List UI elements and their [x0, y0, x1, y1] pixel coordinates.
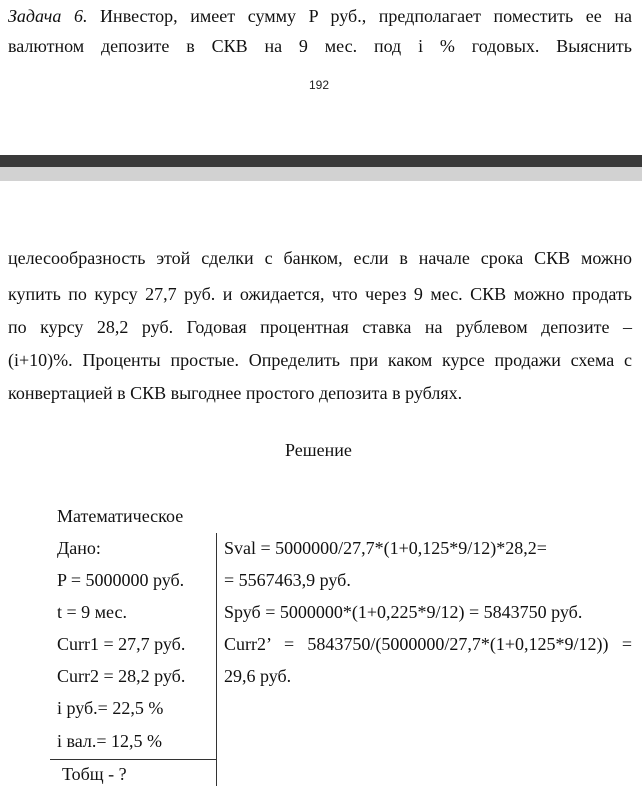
paragraph-line: целесообразность этой сделки с банком, если в начале срока СКВ можно [8, 248, 632, 268]
page-break-shadow [0, 167, 642, 181]
find-divider [50, 759, 216, 760]
find-item: Тобщ - ? [62, 764, 127, 784]
given-item: i вал.= 12,5 % [57, 731, 163, 751]
calc-line: Curr2’ = 5843750/(5000000/27,7*(1+0,125*9/12)) = [224, 634, 632, 654]
page-break-band [0, 155, 642, 167]
page-number: 192 [309, 78, 330, 92]
given-item: Curr1 = 27,7 руб. [57, 634, 186, 654]
given-item: t = 9 мес. [57, 602, 127, 622]
task-label: Задача 6. [8, 6, 88, 26]
column-divider [216, 533, 217, 786]
given-item: Curr2 = 28,2 руб. [57, 666, 186, 686]
paragraph-line: (i+10)%. Проценты простые. Определить при каком курсе продажи схема с [8, 350, 632, 370]
text-line-2: валютном депозите в СКВ на 9 мес. под i % годовых. Выяснить [8, 36, 632, 56]
solution-heading: Решение [285, 440, 352, 460]
calc-line: = 5567463,9 руб. [224, 570, 351, 590]
paragraph-line: по курсу 28,2 руб. Годовая процентная ставка на рублевом депозите – [8, 317, 632, 337]
task-intro: Инвестор, имеет сумму P руб., предполагает поместить ее на [87, 6, 632, 26]
text-line-1 [8, 6, 632, 27]
given-item: Дано: [57, 538, 101, 558]
given-item: P = 5000000 руб. [57, 570, 185, 590]
table-header: Математическое [57, 506, 184, 526]
calc-line: 29,6 руб. [224, 666, 292, 686]
given-item: i руб.= 22,5 % [57, 698, 164, 718]
paragraph-line: конвертацией в СКВ выгоднее простого депозита в рублях. [8, 383, 463, 403]
calc-line: Sруб = 5000000*(1+0,225*9/12) = 5843750 руб. [224, 602, 583, 622]
paragraph-line: купить по курсу 27,7 руб. и ожидается, что через 9 мес. СКВ можно продать [8, 284, 632, 304]
calc-line: Sval = 5000000/27,7*(1+0,125*9/12)*28,2= [224, 538, 547, 558]
